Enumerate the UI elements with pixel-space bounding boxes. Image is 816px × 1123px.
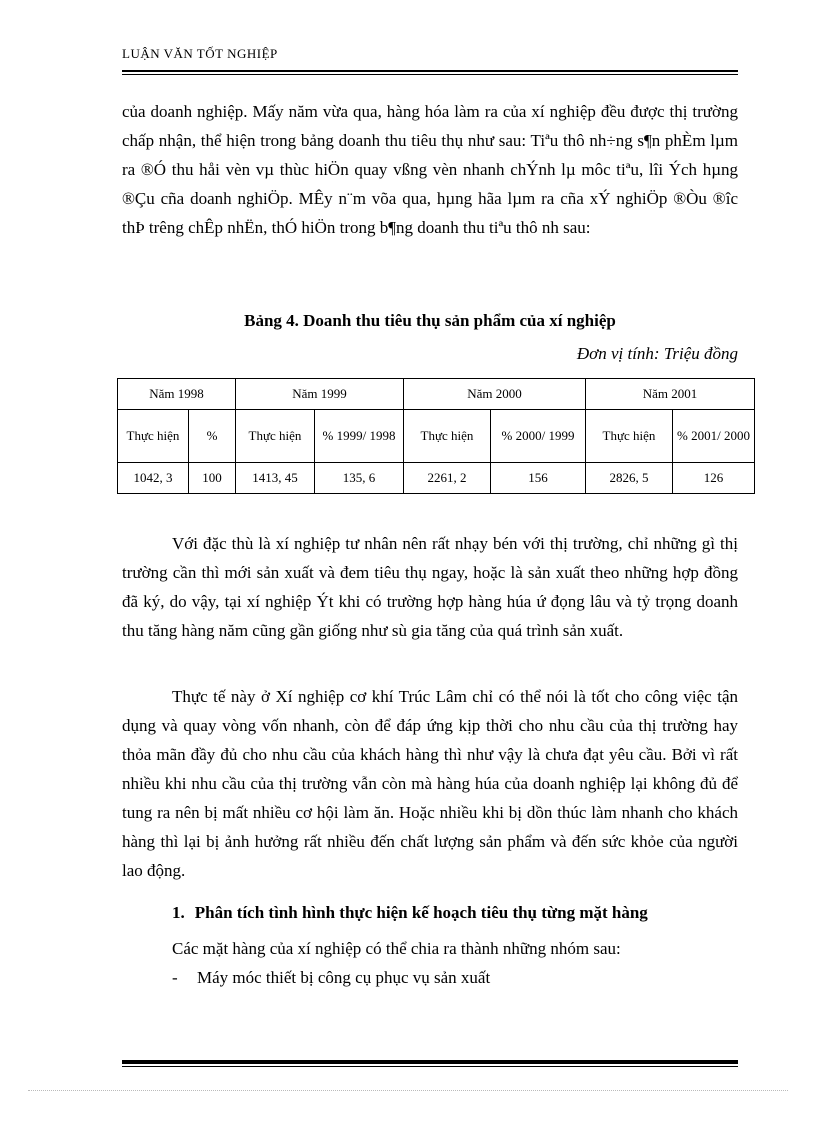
value-cell: 135, 6 [315,463,404,494]
list-item-text: Máy móc thiết bị công cụ phục vụ sản xuất [197,968,491,987]
paragraph-1: của doanh nghiệp. Mấy năm vừa qua, hàng hóa làm ra của xí nghiệp đều được thị trường chấp nhận, thể hiện trong bảng doanh thu tiêu thụ như sau: Tiªu thô nh÷ng s¶n phÈm lµm ra ®Ó thu håi vèn vµ thùc hiÖn quay vßng vèn nhanh chÝnh lµ môc tiªu, lîi Ých hµng ®Çu cña doanh nghiÖp. MÊy n¨m võa qua, hµng hãa lµm ra cña xÝ nghiÖp ®Òu ®îc thÞ trêng chÊp nhËn, thÓ hiÖn trong b¶ng doanh thu tiªu thô nh sau: [122,102,738,237]
footer-rule-thick [122,1060,738,1064]
table-caption: Bảng 4. Doanh thu tiêu thụ sản phẩm của xí nghiệp [244,311,616,330]
value-cell: 1413, 45 [236,463,315,494]
section-number: 1. [172,903,185,922]
sub-1998-actual: Thực hiện [118,410,189,463]
sub-2000-percent: % 2000/ 1999 [491,410,586,463]
sub-2001-percent: % 2001/ 2000 [673,410,755,463]
year-2001-header: Năm 2001 [586,379,755,410]
sub-1999-percent: % 1999/ 1998 [315,410,404,463]
revenue-table [117,378,755,494]
value-cell: 2826, 5 [586,463,673,494]
page-boundary [28,1090,788,1091]
sub-1998-percent: % [189,410,236,463]
header-rule-thick [122,70,738,72]
list-marker: - [172,968,178,987]
value-cell: 126 [673,463,755,494]
year-2000-header: Năm 2000 [404,379,586,410]
year-1999-header: Năm 1999 [236,379,404,410]
value-cell: 100 [189,463,236,494]
document-header: LUẬN VĂN TỐT NGHIỆP [122,46,278,61]
value-cell: 2261, 2 [404,463,491,494]
sub-1999-actual: Thực hiện [236,410,315,463]
section-intro: Các mặt hàng của xí nghiệp có thể chia ra thành những nhóm sau: [172,939,621,958]
paragraph-3: Thực tế này ở Xí nghiệp cơ khí Trúc Lâm chỉ có thể nói là tốt cho công việc tận dụng và quay vòng vốn nhanh, còn để đáp ứng kịp thời cho nhu cầu của thị trường hay thỏa mãn đầy đủ cho nhu cầu của khách hàng thì như vậy là chưa đạt yêu cầu. Bởi vì rất nhiều khi nhu cầu của thị trường vẫn còn mà hàng húa của doanh nghiệp lại không đủ để tung ra nên bị mất nhiều cơ hội làm ăn. Hoặc nhiều khi bị dồn thúc làm nhanh cho khách hàng thì lại bị ảnh hưởng rất nhiều đến chất lượng sản phẩm và đến sức khỏe của người lao động. [122,687,738,880]
value-cell: 1042, 3 [118,463,189,494]
value-cell: 156 [491,463,586,494]
sub-2001-actual: Thực hiện [586,410,673,463]
list-item [172,968,490,988]
header-rule-thin [122,74,738,75]
table-unit: Đơn vị tính: Triệu đồng [576,344,738,363]
table-subheader-row [118,410,755,463]
footer-rule-thin [122,1066,738,1067]
section-heading [172,903,648,923]
sub-2000-actual: Thực hiện [404,410,491,463]
table-header-row [118,379,755,410]
year-1998-header: Năm 1998 [118,379,236,410]
table-values-row [118,463,755,494]
section-title: Phân tích tình hình thực hiện kế hoạch tiêu thụ từng mặt hàng [194,903,648,922]
paragraph-2: Với đặc thù là xí nghiệp tư nhân nên rất nhạy bén với thị trường, chỉ những gì thị trường cần thì mới sản xuất và đem tiêu thụ ngay, hoặc là sản xuất theo những hợp đồng đã ký, do vậy, tại xí nghiệp Ýt khi có trường hợp hàng húa ứ đọng lâu và tỷ trọng doanh thu tăng hàng năm cũng gần giống như sù gia tăng của quá trình sản xuất. [122,534,738,640]
